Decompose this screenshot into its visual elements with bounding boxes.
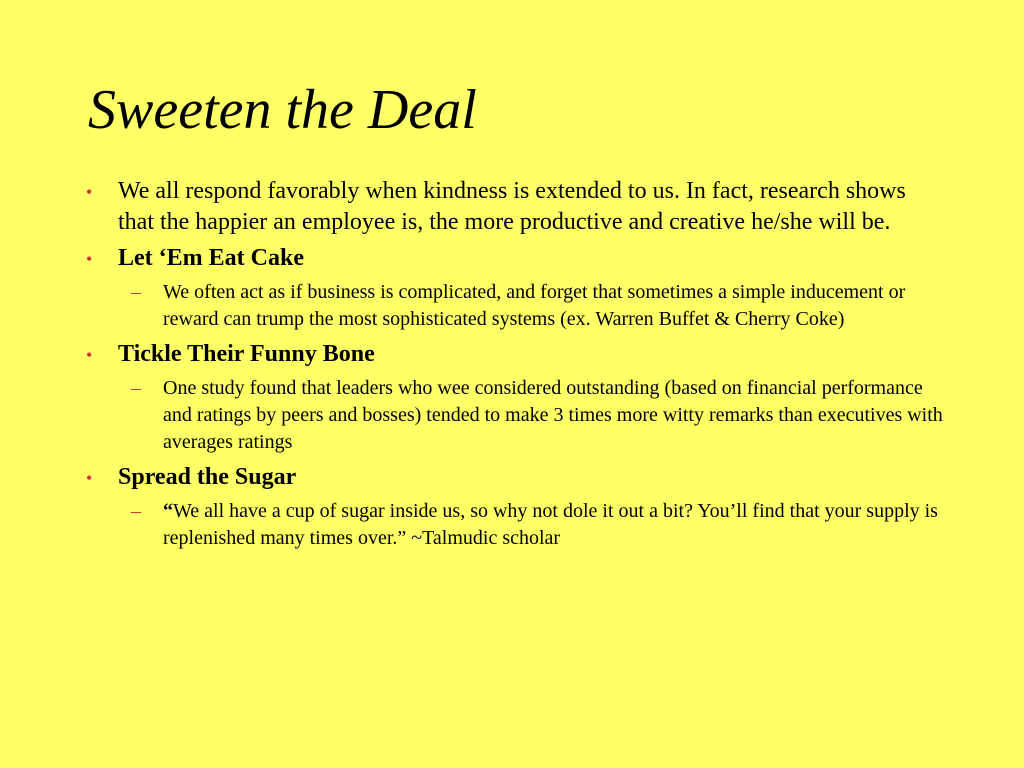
sub-bullet-text: We all have a cup of sugar inside us, so why not dole it out a bit? You’ll find that your supply is replenished many times over.” ~Talmudic scholar <box>163 500 938 549</box>
bullet-sugar <box>86 462 946 493</box>
sub-bullet-cake <box>86 279 946 333</box>
slide-title: Sweeten the Deal <box>88 79 477 141</box>
dash-marker: – <box>131 500 141 522</box>
bullet-marker: • <box>86 182 93 202</box>
sub-bullet-text: We often act as if business is complicated, and forget that sometimes a simple inducement or reward can trump the most sophisticated systems (ex. Warren Buffet & Cherry Coke) <box>163 281 906 330</box>
bullet-marker: • <box>86 468 93 488</box>
bullet-marker: • <box>86 345 93 365</box>
bullet-text: We all respond favorably when kindness is extended to us. In fact, research shows that the happier an employee is, the more productive and creative he/she will be. <box>118 178 906 235</box>
bullet-funny-bone <box>86 339 946 370</box>
sub-bullet-sugar <box>86 498 946 552</box>
bullet-kindness <box>86 176 946 238</box>
bullet-heading: Let ‘Em Eat Cake <box>118 245 304 271</box>
sub-bullet-funny-bone <box>86 375 946 456</box>
bullet-marker: • <box>86 249 93 269</box>
bullet-heading: Tickle Their Funny Bone <box>118 341 375 367</box>
slide-body <box>86 176 946 558</box>
sub-bullet-text: One study found that leaders who wee considered outstanding (based on financial performance and ratings by peers and bosses) tended to make 3 times more witty remarks than executives with averages ratings <box>163 377 943 453</box>
bullet-heading: Spread the Sugar <box>118 464 297 490</box>
dash-marker: – <box>131 281 141 303</box>
bullet-cake <box>86 243 946 274</box>
open-quote-mark: “ <box>163 500 173 522</box>
dash-marker: – <box>131 377 141 399</box>
